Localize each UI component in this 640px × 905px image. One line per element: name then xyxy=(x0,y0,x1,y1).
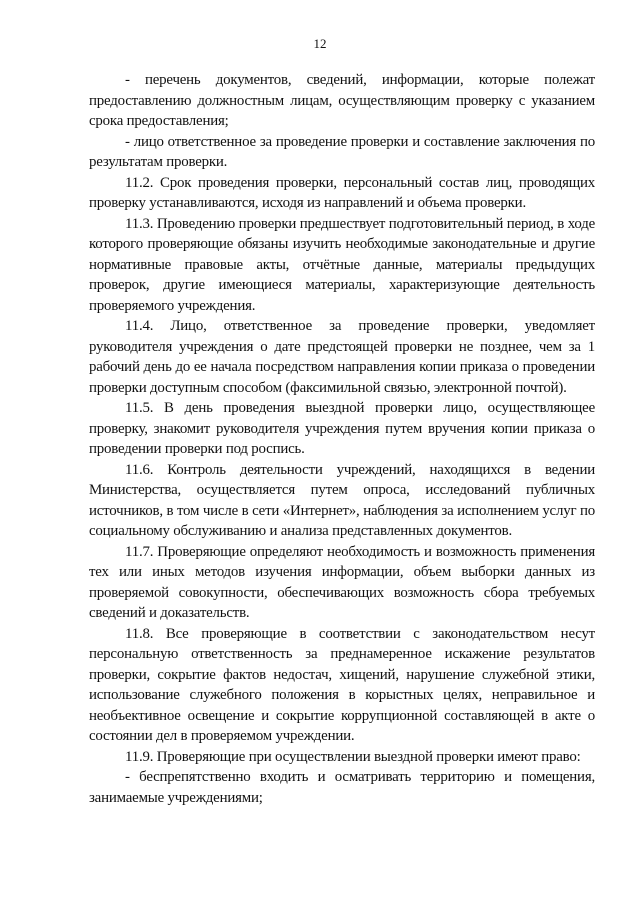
list-item-responsible-person: - лицо ответственное за проведение проверки и составление заключения по результатам проверки. xyxy=(89,133,595,170)
clause-11-5: 11.5. В день проведения выездной проверки лицо, осуществляющее проверку, знакомит руководителя учреждения путем вручения копии приказа о проведении проверки под роспись. xyxy=(89,400,595,457)
clause-11-7: 11.7. Проверяющие определяют необходимость и возможность применения тех или иных методов изучения информации, объем выборки данных из проверяемой совокупности, обеспечивающих возможность сбора требуемых сведений и доказательств. xyxy=(89,543,595,621)
clause-11-2: 11.2. Срок проведения проверки, персональный состав лиц, проводящих проверку устанавливаются, исходя из направлений и объема проверки. xyxy=(89,174,595,211)
clause-11-8: 11.8. Все проверяющие в соответствии с законодательством несут персональную ответственность за преднамеренное искажение результатов проверки, сокрытие фактов недостач, хищений, нарушение служебной этики, использование служебного положения в корыстных целях, неправильное и необъективное освещение и сокрытие коррупционной составляющей в акте о состоянии дел в проверяемом учреждении. xyxy=(89,625,595,744)
page-number: 12 xyxy=(313,36,327,51)
list-item-documents: - перечень документов, сведений, информации, которые полежат предоставлению должностным лицам, осуществляющим проверку с указанием срока предоставления; xyxy=(89,72,595,129)
clause-11-6: 11.6. Контроль деятельности учреждений, находящихся в ведении Министерства, осуществляется путем опроса, исследований публичных источников, в том числе в сети «Интернет», наблюдения за исполнением услуг по социальному обслуживанию и анализа представленных документов. xyxy=(89,461,595,539)
list-item-access-rights: - беспрепятственно входить и осматривать территорию и помещения, занимаемые учреждениями; xyxy=(89,769,595,806)
clause-11-9: 11.9. Проверяющие при осуществлении выездной проверки имеют право: xyxy=(125,748,581,765)
clause-11-4: 11.4. Лицо, ответственное за проведение проверки, уведомляет руководителя учреждения о дате предстоящей проверки не позднее, чем за 1 рабочий день до ее начала посредством направления копии приказа о проведении проверки доступным способом (факсимильной связью, электронной почтой). xyxy=(89,318,595,396)
document-body xyxy=(89,70,595,808)
clause-11-3: 11.3. Проведению проверки предшествует подготовительный период, в ходе которого проверяющие обязаны изучить необходимые законодательные и другие нормативные правовые акты, отчётные данные, материалы предыдущих проверок, другие имеющиеся материалы, характеризующие деятельность проверяемого учреждения. xyxy=(89,215,595,314)
